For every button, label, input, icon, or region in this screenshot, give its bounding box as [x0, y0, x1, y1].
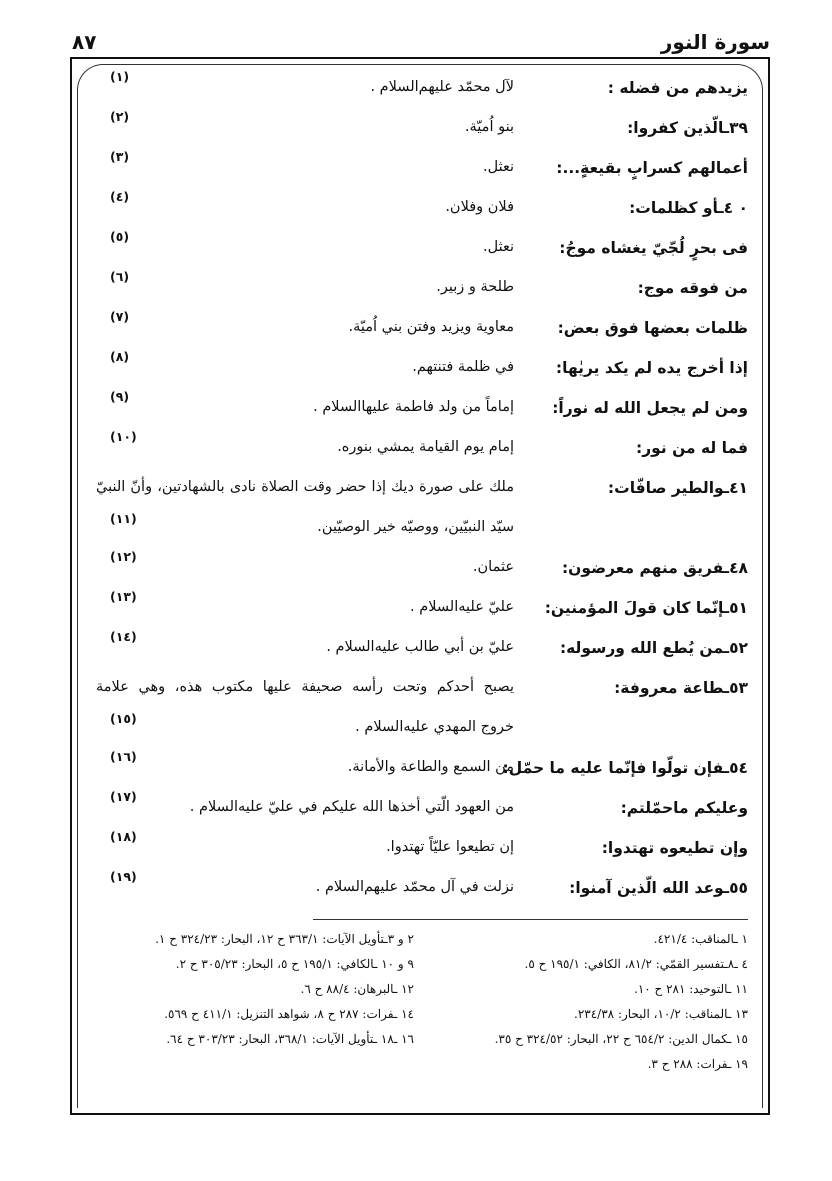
- surah-title: سورة النور: [660, 30, 770, 54]
- entry-term: ٥٤ـفإن تولّوا فإنّما عليه ما حمّل:: [502, 759, 748, 777]
- reference-line: ١٩ ـفرات: ٢٨٨ ح ٣.: [647, 1057, 748, 1071]
- entry-explanation: بنو اُميّة.: [464, 119, 514, 135]
- entry-explanation: طلحة و زبير.: [436, 279, 514, 295]
- entry-explanation: نزلت في آل محمّد عليهم‌السلام .: [315, 879, 514, 895]
- footnote-marker: (١٧): [110, 789, 137, 804]
- reference-line: ١ ـالمناقب: ٤٢١/٤.: [653, 932, 748, 946]
- footnote-marker: (٢): [110, 109, 130, 124]
- entry-explanation: من السمع والطاعة والأمانة.: [347, 759, 514, 775]
- entry-explanation: إمام يوم القيامة يمشي بنوره.: [337, 439, 514, 455]
- entry-explanation-continued: سيّد النبيّين، ووصيّه خير الوصيّين.: [317, 519, 514, 535]
- entry-explanation: ملك على صورة ديك إذا حضر وقت الصلاة نادى بالشهادتين، وأنّ النبيّ: [96, 479, 514, 495]
- entry-term: ٠ ٤ـأو كظلمات:: [629, 199, 748, 217]
- entry-explanation: يصبح أحدكم وتحت رأسه صحيفة عليها مكتوب هذه، وهي علامة: [96, 679, 514, 695]
- page-number: ٨٧: [72, 30, 97, 54]
- entry-explanation: في ظلمة فتنتهم.: [412, 359, 514, 375]
- reference-line: ١٦ ـ١٨ ـتأويل الآيات: ٣٦٨/١، البحار: ٣٠٣/٢٣ ح ٦٤.: [166, 1032, 414, 1046]
- entry-term: ٤٨ـفريق منهم معرضون:: [561, 559, 748, 577]
- entry-term: ٥٥ـوعد الله الّذين آمنوا:: [569, 879, 748, 897]
- page-header: [72, 30, 770, 58]
- entry-term: ٥٢ـمن يُطع الله ورسوله:: [559, 639, 748, 657]
- entry-term: ٣٩ـالّذين كفروا:: [627, 119, 748, 137]
- entry-explanation: من العهود الّتي أخذها الله عليكم في عليّ عليه‌السلام .: [189, 799, 514, 815]
- footnote-marker: (٨): [110, 349, 130, 364]
- entry-term: ٥٣ـطاعة معروفة:: [614, 679, 748, 697]
- entry-term: وعليكم ماحمّلتم:: [620, 799, 748, 817]
- reference-line: ٩ و ١٠ ـالكافي: ١٩٥/١ ح ٥، البحار: ٣٠٥/٢٣ ح ٢.: [175, 957, 414, 971]
- footnote-marker: (١): [110, 69, 130, 84]
- entry-term: فى بحرٍ لُجّيّ يغشاه موجُ:: [559, 239, 748, 257]
- footnote-marker: (١٨): [110, 829, 137, 844]
- references-block: [92, 931, 748, 1101]
- footnote-marker: (١١): [110, 511, 137, 526]
- footnote-marker: (٥): [110, 229, 130, 244]
- content-frame: [70, 57, 770, 1115]
- entry-term: ٤١ـوالطير صافّات:: [607, 479, 748, 497]
- entry-explanation: لآل محمّد عليهم‌السلام .: [370, 79, 514, 95]
- entry-explanation: إن تطيعوا عليّاً تهتدوا.: [386, 839, 514, 855]
- entry-explanation: نعثل.: [483, 159, 514, 175]
- footnote-marker: (١٩): [110, 869, 137, 884]
- entry-explanation: معاوية ويزيد وفتن بني اُميّة.: [348, 319, 514, 335]
- entry-explanation: إماماً من ولد فاطمة عليهاالسلام .: [313, 399, 514, 415]
- reference-line: ٤ ـ٨ـتفسير القمّي: ٨١/٢، الكافي: ١٩٥/١ ح ٥.: [524, 957, 748, 971]
- footnote-marker: (٤): [110, 189, 130, 204]
- footnote-marker: (١٢): [110, 549, 137, 564]
- footnote-marker: (٣): [110, 149, 130, 164]
- footnote-marker: (١٠): [110, 429, 137, 444]
- reference-line: ١٢ ـالبرهان: ٨٨/٤ ح ٦.: [300, 982, 414, 996]
- entry-term: يزيدهم من فضله :: [607, 79, 748, 97]
- entry-term: ومن لم يجعل الله له نوراً:: [552, 399, 748, 417]
- entry-term: فما له من نور:: [636, 439, 748, 457]
- entry-term: ٥١ـإنّما كان قولَ المؤمنين:: [544, 599, 748, 617]
- footnote-marker: (٦): [110, 269, 130, 284]
- reference-line: ١٤ ـفرات: ٢٨٧ ح ٨، شواهد التنزيل: ٤١١/١ ح ٥٦٩.: [164, 1007, 414, 1021]
- entry-explanation-continued: خروج المهدي عليه‌السلام .: [355, 719, 514, 735]
- reference-line: ٢ و ٣ـتأويل الآيات: ٣٦٣/١ ح ١٢، البحار: ٣٢٤/٢٣ ح ١.: [155, 932, 414, 946]
- footnote-marker: (٩): [110, 389, 130, 404]
- footnote-marker: (١٣): [110, 589, 137, 604]
- entry-explanation: عليّ عليه‌السلام .: [410, 599, 514, 615]
- entry-explanation: فلان وفلان.: [445, 199, 514, 215]
- footnote-marker: (١٦): [110, 749, 137, 764]
- reference-line: ١٥ ـكمال الدين: ٦٥٤/٢ ح ٢٢، البحار: ٣٢٤/٥٢ ح ٣٥.: [494, 1032, 748, 1046]
- entry-explanation: عثمان.: [472, 559, 514, 575]
- footnote-separator: [313, 919, 748, 920]
- entry-explanation: عليّ بن أبي طالب عليه‌السلام .: [326, 639, 514, 655]
- footnote-marker: (١٥): [110, 711, 137, 726]
- entry-term: من فوقه موج:: [637, 279, 748, 297]
- entry-term: إذا أخرج يده لم يكد يريٰها:: [555, 359, 748, 377]
- entry-term: وإن تطيعوه تهتدوا:: [601, 839, 748, 857]
- reference-line: ١١ ـالتوحيد: ٢٨١ ح ١٠.: [634, 982, 748, 996]
- entry-term: أعمالهم كسرابٍ بقيعةٍ...:: [556, 159, 748, 177]
- footnote-marker: (١٤): [110, 629, 137, 644]
- footnote-marker: (٧): [110, 309, 130, 324]
- reference-line: ١٣ ـالمناقب: ١٠/٢، البحار: ٢٣٤/٣٨.: [574, 1007, 748, 1021]
- entry-explanation: نعثل.: [483, 239, 514, 255]
- entry-term: ظلمات بعضها فوق بعض:: [557, 319, 748, 337]
